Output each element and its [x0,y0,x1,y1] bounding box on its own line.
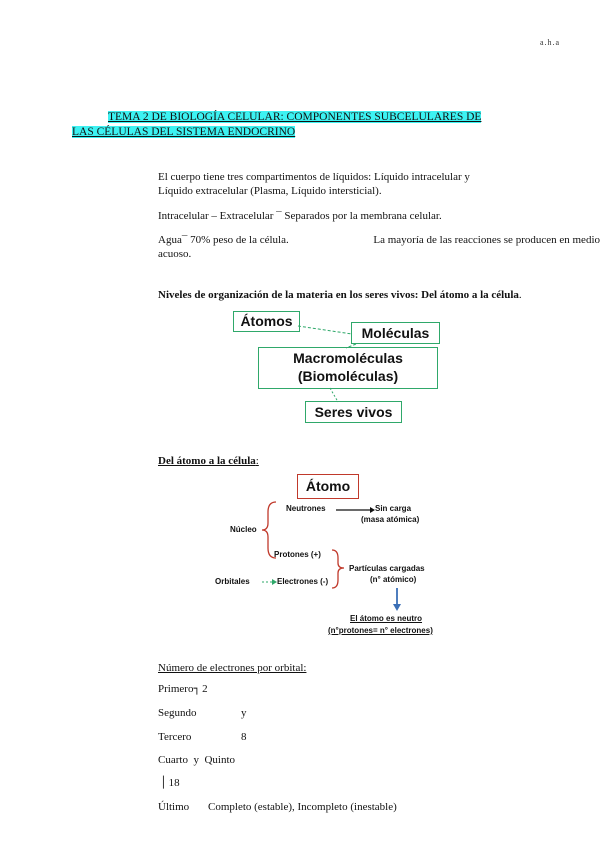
orbital-row-cuarto-value [160,776,180,790]
orbital-row-ultimo [158,800,189,814]
title-line-2: LAS CÉLULAS DEL SISTEMA ENDOCRINO [72,126,296,138]
intro-p1-line1: El cuerpo tiene tres compartimentos de líquidos: Líquido intracelular y [158,171,470,183]
box-atomo: Átomo [297,474,359,499]
orbital-row-tercero [158,730,191,744]
label-particulas-cargadas: Partículas cargadas [349,564,425,573]
box-atomos: Átomos [233,311,300,332]
orbital-primero-label: Primero [158,683,194,695]
orbital-segundo-label: Segundo [158,707,197,719]
label-masa-atomica: (masa atómica) [361,515,420,524]
levels-heading-end: . [518,289,522,301]
bar-icon: │ [160,776,167,789]
macro-line2: (Biomoléculas) [297,368,399,384]
label-protones-electrones: (n°protones= n° electrones) [328,626,433,635]
intro-paragraph-2: Intracelular – Extracelular ¯ Separados por la membrana celular. [158,210,442,222]
label-electrones: Electrones (-) [277,577,329,586]
box-moleculas: Moléculas [351,322,440,344]
atom-heading-text: Del átomo a la célula [158,455,256,467]
label-sin-carga: Sin carga [375,504,412,513]
intro-p3-a: Agua¯ 70% peso de la célula. [158,234,289,246]
orbital-row-primero [158,682,208,696]
label-nucleo: Núcleo [230,525,257,534]
box-seres-vivos: Seres vivos [305,401,402,423]
orbitals-heading: Número de electrones por orbital: [158,662,307,674]
intro-p3-c: acuoso. [158,248,192,260]
orbital-ultimo-label: Último [158,801,190,813]
orbital-row-cuarto: Cuarto y Quinto [158,754,235,766]
label-protones: Protones (+) [274,550,321,559]
intro-p1-line2: Líquido extracelular (Plasma, Líquido intersticial). [158,185,382,197]
orbital-ultimo-value: Completo (estable), Incompleto (inestable) [208,801,397,813]
levels-heading-text: Niveles de organización de la materia en los seres vivos: Del átomo a la célula [158,289,519,301]
label-orbitales: Orbitales [215,577,250,586]
header-corner-text: a.h.a [540,38,561,47]
bracket-icon: ┐ [193,682,201,695]
macro-line1: Macromoléculas [293,350,403,366]
orbital-tercero-value: 8 [241,731,247,743]
label-neutrones: Neutrones [286,504,326,513]
label-n-atomico: (n° atómico) [370,575,417,584]
intro-p3-b: La mayoría de las reacciones se producen en medio [373,234,600,246]
orbital-row-segundo [158,706,197,720]
orbital-segundo-value: y [241,707,247,719]
label-atomo-neutro: El átomo es neutro [350,614,423,623]
orbital-primero-value: 2 [202,683,208,695]
orbital-tercero-label: Tercero [158,731,192,743]
orbital-cuarto-value: 18 [168,777,180,789]
title-line-1: TEMA 2 DE BIOLOGÍA CELULAR: COMPONENTES SUBCELULARES DE [108,111,482,123]
atom-heading-end: : [255,455,259,467]
